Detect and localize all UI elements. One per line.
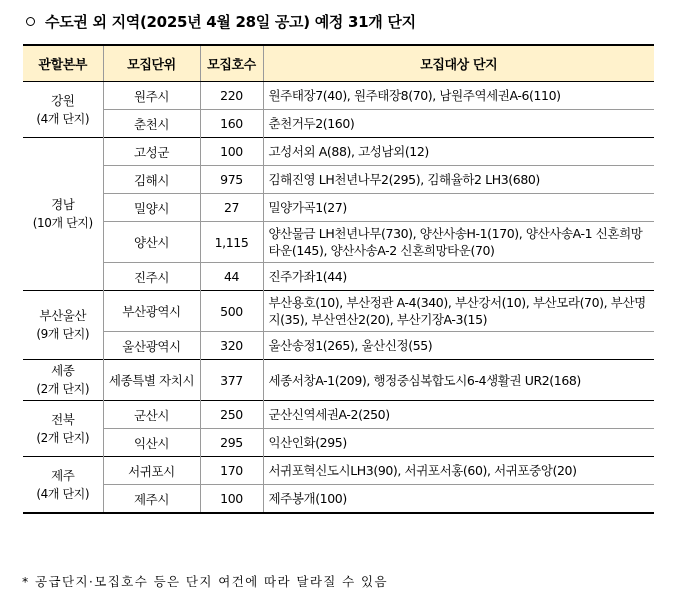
table-row: [23, 332, 654, 360]
header-target: 모집대상 단지: [263, 45, 654, 82]
table-row: [23, 194, 654, 222]
target-cell: 서귀포혁신도시LH3(90), 서귀포서홍(60), 서귀포중앙(20): [263, 457, 654, 485]
count-cell: 170: [200, 457, 263, 485]
unit-cell: 익산시: [103, 429, 200, 457]
table-row: [23, 485, 654, 514]
hq-cell-jeonbuk: [23, 401, 103, 457]
table-row: [23, 291, 654, 332]
target-cell: 진주가좌1(44): [263, 263, 654, 291]
hq-cell-jeju: [23, 457, 103, 514]
target-cell: 원주태장7(40), 원주태장8(70), 남원주역세권A-6(110): [263, 82, 654, 110]
target-cell: 제주봉개(100): [263, 485, 654, 514]
table-header-row: [23, 45, 654, 82]
header-unit: 모집단위: [103, 45, 200, 82]
count-cell: 160: [200, 110, 263, 138]
table-row: [23, 429, 654, 457]
unit-cell: 양산시: [103, 222, 200, 263]
hq-cell-sejong: [23, 360, 103, 401]
target-cell: 익산인화(295): [263, 429, 654, 457]
unit-cell: 서귀포시: [103, 457, 200, 485]
count-cell: 100: [200, 485, 263, 514]
unit-cell: 춘천시: [103, 110, 200, 138]
hq-count: (4개 단지): [36, 486, 90, 501]
hq-cell-busan: [23, 291, 103, 360]
target-cell: 군산신역세권A-2(250): [263, 401, 654, 429]
recruitment-table: [23, 44, 654, 514]
target-cell: 부산용호(10), 부산정관 A-4(340), 부산강서(10), 부산모라(70), 부산명지(35), 부산연산2(20), 부산기장A-3(15): [263, 291, 654, 332]
unit-cell: 제주시: [103, 485, 200, 514]
count-cell: 27: [200, 194, 263, 222]
unit-cell: 울산광역시: [103, 332, 200, 360]
hq-count: (2개 단지): [36, 430, 90, 445]
count-cell: 100: [200, 138, 263, 166]
table-row: [23, 138, 654, 166]
table-row: [23, 401, 654, 429]
count-cell: 500: [200, 291, 263, 332]
unit-cell: 원주시: [103, 82, 200, 110]
unit-cell: 부산광역시: [103, 291, 200, 332]
title-text: 수도권 외 지역(2025년 4월 28일 공고) 예정 31개 단지: [45, 12, 416, 31]
header-hq: 관할본부: [23, 45, 103, 82]
unit-cell: 고성군: [103, 138, 200, 166]
target-cell: 고성서외 A(88), 고성남외(12): [263, 138, 654, 166]
table-row: [23, 166, 654, 194]
target-cell: 밀양가곡1(27): [263, 194, 654, 222]
table-row: [23, 222, 654, 263]
hq-name: 부산울산: [39, 308, 87, 323]
hq-count: (10개 단지): [32, 216, 93, 230]
circle-bullet-icon: [26, 17, 35, 26]
hq-name: 제주: [51, 467, 75, 483]
count-cell: 377: [200, 360, 263, 401]
table-row: [23, 110, 654, 138]
unit-cell: 밀양시: [103, 194, 200, 222]
hq-cell-gyeongnam: [23, 138, 103, 291]
unit-cell: 김해시: [103, 166, 200, 194]
count-cell: 975: [200, 166, 263, 194]
header-count: 모집호수: [200, 45, 263, 82]
hq-name: 경남: [51, 197, 75, 212]
table-row: [23, 82, 654, 110]
footnote: * 공급단지·모집호수 등은 단지 여건에 따라 달라질 수 있음: [22, 574, 388, 589]
table-row: [23, 263, 654, 291]
table-row: [23, 457, 654, 485]
target-cell: 춘천거두2(160): [263, 110, 654, 138]
count-cell: 220: [200, 82, 263, 110]
count-cell: 250: [200, 401, 263, 429]
hq-count: (2개 단지): [36, 382, 90, 396]
count-cell: 44: [200, 263, 263, 291]
target-cell: 울산송정1(265), 울산신정(55): [263, 332, 654, 360]
unit-cell: 진주시: [103, 263, 200, 291]
count-cell: 295: [200, 429, 263, 457]
target-cell: 양산물금 LH천년나무(730), 양산사송H-1(170), 양산사송A-1 신혼희망타운(145), 양산사송A-2 신혼희망타운(70): [263, 222, 654, 263]
hq-count: (9개 단지): [36, 327, 90, 341]
hq-name: 전북: [51, 411, 75, 427]
unit-cell: 군산시: [103, 401, 200, 429]
page-title: [22, 8, 416, 34]
table-row: [23, 360, 654, 401]
hq-name: 강원: [51, 92, 75, 108]
target-cell: 김해진영 LH천년나무2(295), 김해율하2 LH3(680): [263, 166, 654, 194]
target-cell: 세종서창A-1(209), 행정중심복합도시6-4생활권 UR2(168): [263, 360, 654, 401]
count-cell: 1,115: [200, 222, 263, 263]
hq-name: 세종: [51, 363, 75, 378]
hq-count: (4개 단지): [36, 111, 90, 126]
hq-cell-gangwon: [23, 82, 103, 138]
count-cell: 320: [200, 332, 263, 360]
unit-cell: 세종특별 자치시: [103, 360, 200, 401]
